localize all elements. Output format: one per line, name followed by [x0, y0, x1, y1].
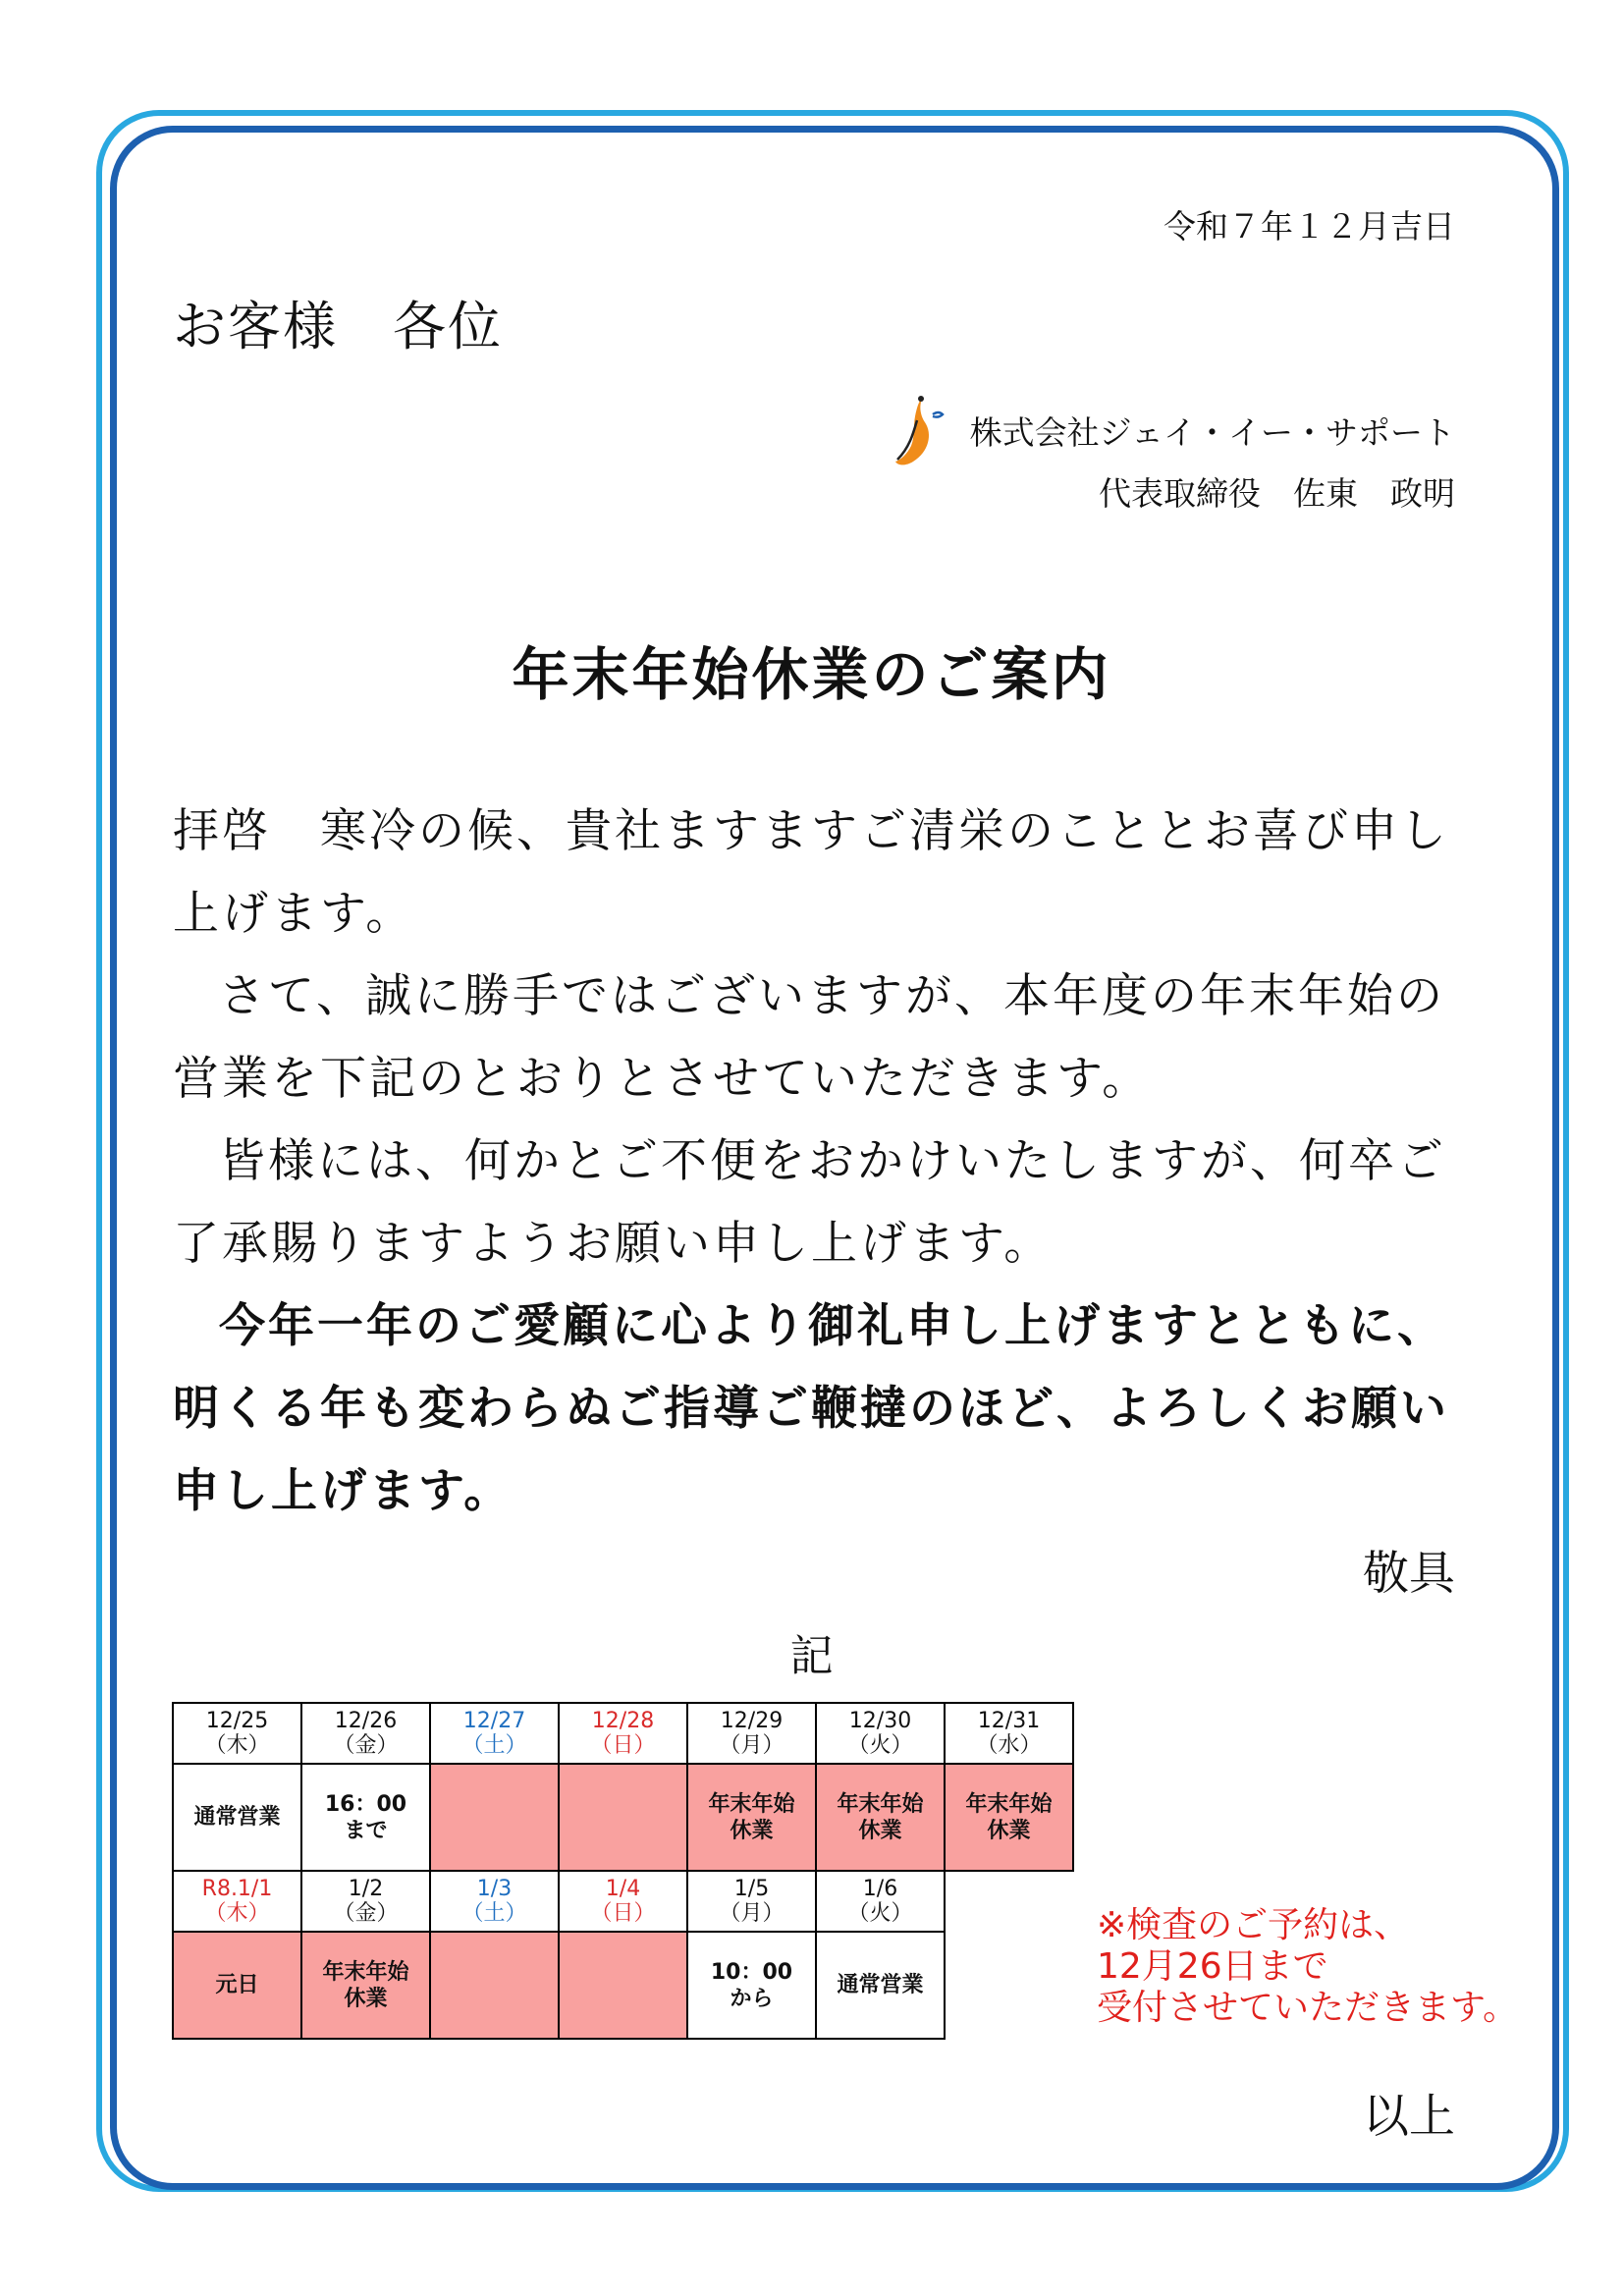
closing-keigu: 敬具 — [1363, 1547, 1455, 1601]
company-name: 株式会社ジェイ・イー・サポート — [969, 412, 1455, 452]
representative: 代表取締役 佐東 政明 — [1099, 474, 1455, 513]
calendar-date-cell: 12/26 （金） — [301, 1703, 430, 1764]
calendar-status-cell: 16：00 まで — [301, 1764, 430, 1871]
calendar-date-cell: 12/28 （日） — [559, 1703, 687, 1764]
calendar-date-cell: R8.1/1 （木） — [173, 1871, 301, 1932]
calendar-date-cell: 1/3 （土） — [430, 1871, 559, 1932]
calendar-status-row — [173, 1764, 1073, 1871]
calendar-date-cell: 12/25 （木） — [173, 1703, 301, 1764]
calendar-status-cell: 通常営業 — [173, 1764, 301, 1871]
holiday-calendar — [172, 1702, 1074, 2040]
note-line: 12月26日まで — [1097, 1946, 1328, 1987]
letter-body — [173, 791, 1459, 1533]
note-line: ※検査のご予約は、 — [1097, 1905, 1410, 1945]
ki-heading: 記 — [789, 1631, 834, 1681]
company-row — [888, 391, 1455, 469]
calendar-status-cell: 年末年始 休業 — [816, 1764, 945, 1871]
paragraph-notice: さて、誠に勝手ではございますが、本年度の年末年始の営業を下記のとおりとさせていただきます。 — [173, 969, 1446, 1106]
closing-ijo: 以上 — [1363, 2090, 1455, 2144]
calendar-status-cell: 元日 — [173, 1932, 301, 2039]
recipient: お客様 各位 — [173, 296, 503, 357]
letter-date: 令和７年１２月吉日 — [1163, 207, 1455, 246]
calendar-empty-cell — [945, 1932, 1073, 2039]
note-line: 受付させていただきます。 — [1097, 1988, 1519, 2028]
calendar-date-row — [173, 1703, 1073, 1764]
calendar-status-cell — [559, 1932, 687, 2039]
calendar-date-cell: 1/2 （金） — [301, 1871, 430, 1932]
document-title: 年末年始休業のご案内 — [512, 641, 1111, 708]
calendar-date-cell: 12/31 （水） — [945, 1703, 1073, 1764]
calendar-date-cell: 1/5 （月） — [687, 1871, 816, 1932]
calendar-status-cell: 年末年始 休業 — [945, 1764, 1073, 1871]
calendar-status-cell — [430, 1764, 559, 1871]
calendar-empty-cell — [945, 1871, 1073, 1932]
calendar-date-cell: 12/29 （月） — [687, 1703, 816, 1764]
calendar-status-cell: 通常営業 — [816, 1932, 945, 2039]
calendar-status-cell: 10：00 から — [687, 1932, 816, 2039]
paragraph-thanks: 今年一年のご愛顧に心より御礼申し上げますとともに、明くる年も変わらぬご指導ご鞭撻のほど、よろしくお願い申し上げます。 — [173, 1299, 1449, 1518]
calendar-date-cell: 12/27 （土） — [430, 1703, 559, 1764]
calendar-status-cell — [559, 1764, 687, 1871]
calendar-date-cell: 1/6 （火） — [816, 1871, 945, 1932]
paragraph-greeting: 拝啓 寒冷の候、貴社ますますご清栄のこととお喜び申し上げます。 — [173, 804, 1449, 941]
calendar-status-cell: 年末年始 休業 — [687, 1764, 816, 1871]
calendar-date-cell: 1/4 （日） — [559, 1871, 687, 1932]
calendar-status-cell — [430, 1932, 559, 2039]
calendar-date-row — [173, 1871, 1073, 1932]
calendar-status-cell: 年末年始 休業 — [301, 1932, 430, 2039]
calendar-date-cell: 12/30 （火） — [816, 1703, 945, 1764]
calendar-status-row — [173, 1932, 1073, 2039]
reservation-note — [1097, 1905, 1518, 2029]
paragraph-apology: 皆様には、何かとご不便をおかけいたしますが、何卒ご了承賜りますようお願い申し上げます。 — [173, 1134, 1446, 1271]
company-logo-icon — [888, 391, 956, 469]
